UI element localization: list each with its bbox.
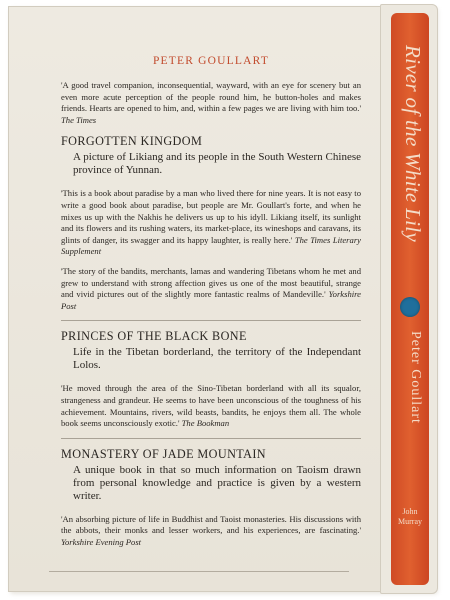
back-cover-text: [61, 55, 361, 556]
book-title: PRINCES OF THE BLACK BONE: [61, 329, 247, 344]
publisher-line: John: [402, 507, 418, 516]
review-quote: [61, 383, 361, 429]
book-entry-monastery-of-jade-mountain: [61, 447, 361, 549]
book-description: A unique book in that so much information on Taoism drawn from personal knowledge and practice is given by a western writer.: [73, 463, 361, 502]
book-description: Life in the Tibetan borderland, the territory of the Independant Lolos.: [73, 346, 361, 372]
review-quote-source: Yorkshire Evening Post: [61, 536, 142, 547]
review-quote-source: The Times Literary Supplement: [61, 234, 361, 257]
review-quote: [61, 514, 361, 549]
spine: [380, 4, 438, 594]
book-title: FORGOTTEN KINGDOM: [61, 134, 203, 149]
intro-quote-source: The Times: [61, 114, 97, 125]
section-divider: [61, 320, 361, 321]
review-quote-text: 'This is a book about paradise by a man who lived there for nine years. It is not easy to write a good book about paradise, but people are Mr. Goullart's forte, and when he mixes us up with the Nakhis he delivers us up to his idyll. Likiang itself, its sunlight and its flowers and its rushing waters, its market-place, its wineshops and caravans, its glints of danger, its swagger and its happy laughter, is really here.': [61, 188, 361, 245]
publisher-line: Murray: [398, 517, 422, 526]
book-description: A picture of Likiang and its people in the South Western Chinese province of Yunnan.: [73, 151, 361, 177]
spine-title: River of the White Lily: [401, 45, 425, 243]
book-entry-princes-of-the-black-bone: [61, 329, 361, 429]
spine-author: Peter Goullart: [408, 331, 423, 424]
spine-publisher: [391, 507, 429, 527]
book-entry-forgotten-kingdom: [61, 134, 361, 312]
intro-quote-text: 'A good travel companion, inconsequential, wayward, with an eye for scenery but an even more acute perception of the people round him, he button-holes and makes friends. Hearts are opened to him, and, within a few pages we are living with him too.': [61, 80, 361, 114]
review-quote-text: 'He moved through the area of the Sino-Tibetan borderland with all its squalor, strangeness and grandeur. He seems to have been unconscious of the toughness of his achievement. Mountains, rivers, wild beasts, bandits, he enjoys them all. The whole book seems unconsciously exotic.': [61, 383, 361, 429]
intro-quote: [61, 80, 361, 126]
back-cover: [8, 6, 380, 592]
review-quote-text: 'An absorbing picture of life in Buddhist and Taoist monasteries. His discussions with the abbots, their monks and lesser workers, and his experiences, are fascinating.': [61, 513, 361, 536]
book-title: MONASTERY OF JADE MOUNTAIN: [61, 446, 266, 461]
review-quote: [61, 188, 361, 258]
review-quote-source: The Bookman: [181, 418, 230, 429]
review-quote-source: Yorkshire Post: [61, 289, 361, 311]
review-quote-text: 'The story of the bandits, merchants, lamas and wandering Tibetans whom he met and grew to understand with strong affection gives us one of the most beautiful, strange and vivid pictures out of the slightly more fantastic realms of Mandeville.': [61, 265, 361, 300]
author-heading: PETER GOULLART: [152, 55, 270, 67]
review-quote: [61, 266, 361, 312]
spine-dot-icon: [400, 297, 420, 317]
section-divider: [61, 438, 361, 439]
bottom-rule: [49, 571, 349, 572]
